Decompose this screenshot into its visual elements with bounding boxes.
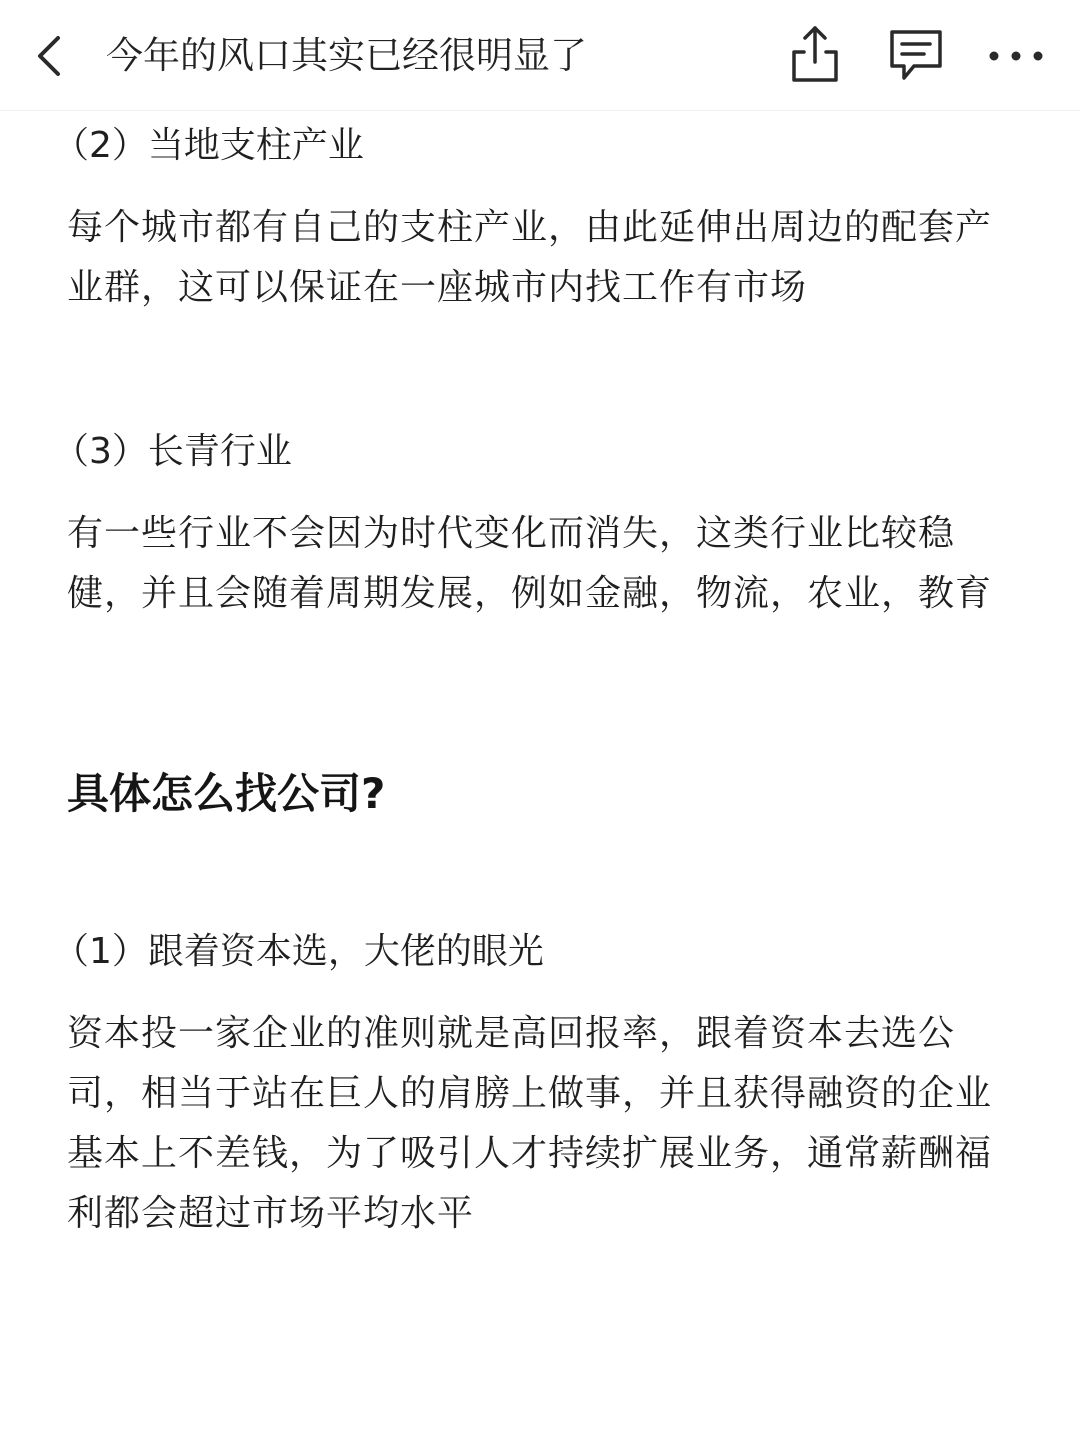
comment-button[interactable] [880, 20, 950, 90]
chevron-left-icon [22, 28, 78, 84]
share-icon [780, 20, 850, 90]
paragraph-follow-capital: 资本投一家企业的准则就是高回报率，跟着资本去选公司，相当于站在巨人的肩膀上做事，并且获得融资的企业基本上不差钱，为了吸引人才持续扩展业务，通常薪酬福利都会超过市场平均水平 [67, 1013, 993, 1234]
more-icon [980, 20, 1050, 90]
subheading-local-pillar-industry: （2）当地支柱产业 [53, 125, 364, 166]
subheading-evergreen-industry: （3）长青行业 [53, 431, 292, 472]
article-body [53, 118, 1007, 1244]
more-button[interactable] [980, 20, 1050, 90]
paragraph-local-pillar-industry: 每个城市都有自己的支柱产业，由此延伸出周边的配套产业群，这可以保证在一座城市内找工作有市场 [67, 207, 993, 308]
section-heading-find-company: 具体怎么找公司? [67, 769, 386, 818]
subheading-follow-capital: （1）跟着资本选，大佬的眼光 [53, 931, 544, 972]
top-nav-bar [0, 0, 1080, 111]
share-button[interactable] [780, 20, 850, 90]
page-title: 今年的风口其实已经很明显了 [106, 34, 587, 77]
comment-icon [880, 20, 950, 90]
paragraph-evergreen-industry: 有一些行业不会因为时代变化而消失，这类行业比较稳健，并且会随着周期发展，例如金融，物流，农业，教育 [67, 513, 993, 614]
back-button[interactable] [22, 28, 78, 84]
